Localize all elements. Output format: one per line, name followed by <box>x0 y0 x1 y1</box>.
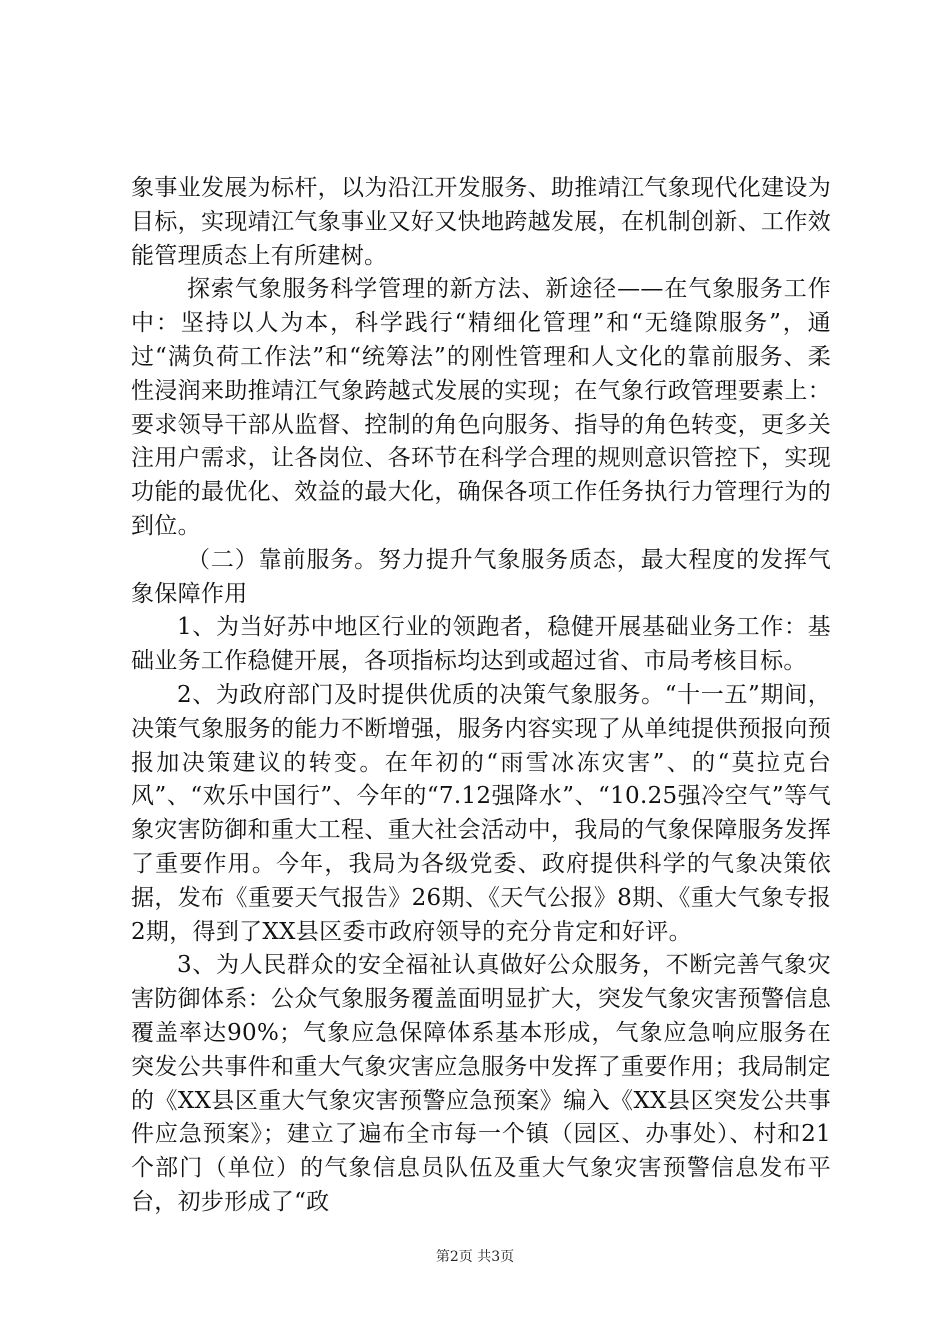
page-footer: 第2页 共3页 <box>435 1249 515 1265</box>
paragraph-6: 3、为人民群众的安全福祉认真做好公众服务，不断完善气象灾害防御体系：公众气象服务覆盖面明显扩大，突发气象灾害预警信息覆盖率达90%；气象应急保障体系基本形成，气象应急响应服务在突发公共事件和重大气象灾害应急服务中发挥了重要作用；我局制定的《XX县区重大气象灾害预警应急预案》编入《XX县区突发公共事件应急预案》；建立了遍布全市每一个镇（园区、办事处）、村和21个部门（单位）的气象信息员队伍及重大气象灾害预警信息发布平台，初步形成了“政 <box>131 952 831 1215</box>
paragraph-2: 探索气象服务科学管理的新方法、新途径——在气象服务工作中：坚持以人为本，科学践行“精细化管理”和“无缝隙服务”，通过“满负荷工作法”和“统筹法”的刚性管理和人文化的靠前服务、柔性浸润来助推靖江气象跨越式发展的实现；在气象行政管理要素上：要求领导干部从监督、控制的角色向服务、指导的角色转变，更多关注用户需求，让各岗位、各环节在科学合理的规则意识管控下，实现功能的最优化、效益的最大化，确保各项工作任务执行力管理行为的到位。 <box>131 276 831 539</box>
paragraph-1: 象事业发展为标杆，以为沿江开发服务、助推靖江气象现代化建设为目标，实现靖江气象事业又好又快地跨越发展，在机制创新、工作效能管理质态上有所建树。 <box>131 175 831 269</box>
paragraph-3-section-heading: （二）靠前服务。努力提升气象服务质态，最大程度的发挥气象保障作用 <box>131 546 831 607</box>
paragraph-4: 1、为当好苏中地区行业的领跑者，稳健开展基础业务工作：基础业务工作稳健开展，各项指标均达到或超过省、市局考核目标。 <box>131 614 831 675</box>
document-body <box>131 172 831 1220</box>
paragraph-5: 2、为政府部门及时提供优质的决策气象服务。“十一五”期间，决策气象服务的能力不断增强，服务内容实现了从单纯提供预报向预报加决策建议的转变。在年初的“雨雪冰冻灾害”、的“莫拉克台风”、“欢乐中国行”、今年的“7.12强降水”、“10.25强冷空气”等气象灾害防御和重大工程、重大社会活动中，我局的气象保障服务发挥了重要作用。今年，我局为各级党委、政府提供科学的气象决策依据，发布《重要天气报告》26期、《天气公报》8期、《重大气象专报2期，得到了XX县区委市政府领导的充分肯定和好评。 <box>131 681 831 945</box>
